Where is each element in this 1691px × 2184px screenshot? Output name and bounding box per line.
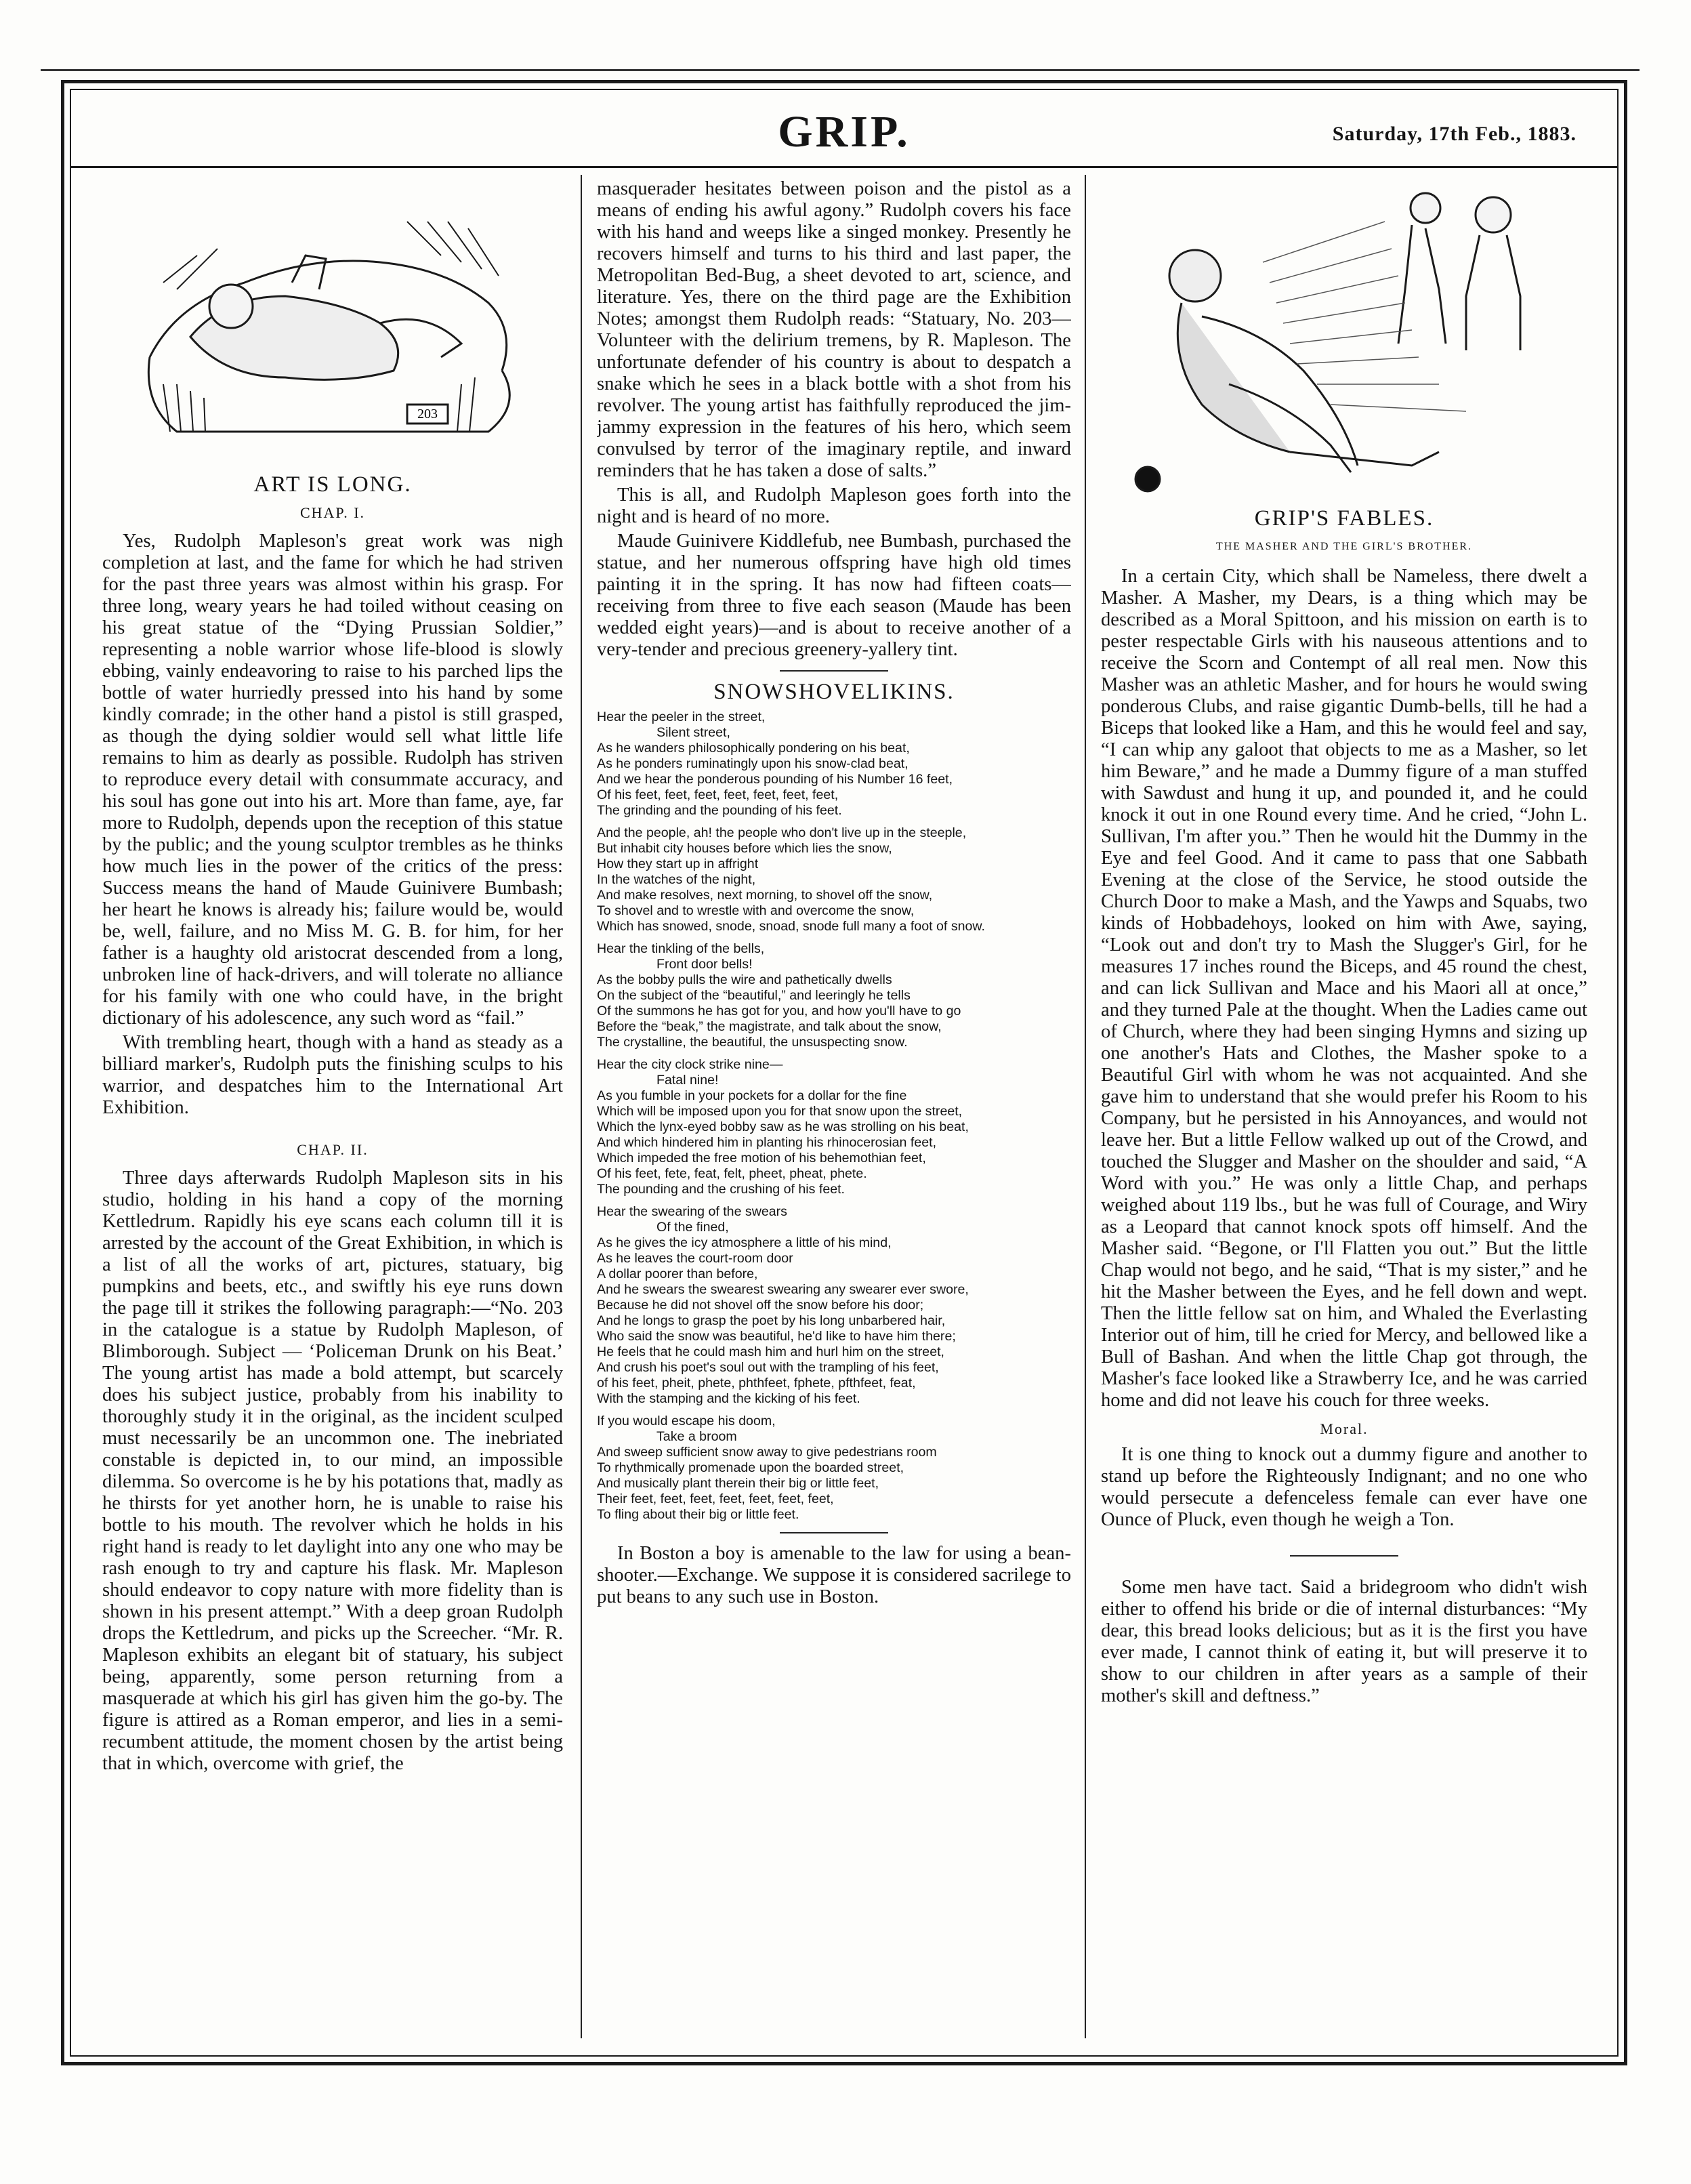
poem-line: On the subject of the “beautiful,” and leeringly he tells (597, 988, 911, 1003)
poem-line: Hear the swearing of the swears (597, 1204, 787, 1219)
moral-heading: Moral. (1320, 1420, 1369, 1437)
poem-stanza (597, 941, 1071, 1050)
poem-line: As he leaves the court-room door (597, 1251, 793, 1266)
poem-stanza (597, 1057, 1071, 1197)
paragraph: This is all, and Rudolph Mapleson goes forth into the night and is heard of no more. (597, 485, 1071, 527)
poem-line: And which hindered him in planting his rhinocerosian feet, (597, 1135, 937, 1150)
poem-line: of his feet, pheit, phete, phthfeet, fphete, pfthfeet, feat, (597, 1376, 916, 1390)
poem-line: As he wanders philosophically pondering on his beat, (597, 741, 910, 756)
poem-line: But inhabit city houses before which lies the snow, (597, 841, 892, 856)
poem-line: Fatal nine! (656, 1073, 719, 1088)
poem-stanza (597, 825, 1071, 934)
poem-line: The crystalline, the beautiful, the unsuspecting snow. (597, 1035, 908, 1050)
article-title: ART IS LONG. (253, 472, 412, 497)
paragraph: masquerader hesitates between poison and the pistol as a means of ending his awful agony.” Rudolph covers his face with his hand and weeps like a singed monkey. Presently he recovers himself and turns to his third and last paper, the Metropolitan Bed-Bug, a sheet devoted to art, science, and literature. Yes, there on the third page are the Exhibition Notes; amongst them Rudolph reads: “Statuary, No. 203—Volunteer with the delirium tremens, by R. Mapleson. The unfortunate defender of his country is about to despatch a snake which he sees in a black bottle with a shot from his revolver. The young artist has faithfully reproduced the jim-jammy expression in the features of his hero, which seem convulsed by terror of the imaginary reptile, and inward reminders that he has taken a dose of salts.” (597, 178, 1071, 481)
poem-line: As you fumble in your pockets for a dollar for the fine (597, 1088, 907, 1103)
poem-stanza (597, 1204, 1071, 1407)
poem-line: How they start up in affright (597, 857, 759, 871)
poem-line: The grinding and the pounding of his feet. (597, 803, 842, 818)
poem-line: In the watches of the night, (597, 872, 756, 887)
paragraph: Maude Guinivere Kiddlefub, nee Bumbash, purchased the statue, and her numerous offspring have high old times painting it in the spring. It has now had fifteen coats—receiving from three to five each season (Maude has been wedded eight years)—and is about to receive another of a very-tender and precious greenery-yallery tint. (597, 531, 1071, 660)
poem-stanza (597, 1414, 1071, 1523)
poem-line: Of the fined, (656, 1220, 729, 1235)
paragraph: It is one thing to knock out a dummy figure and another to stand up before the Righteously Indignant; and no one who would persecute a defenceless female can ever have one Ounce of Pluck, even though he weigh a Ton. (1101, 1444, 1587, 1530)
paragraph: Three days afterwards Rudolph Mapleson sits in his studio, holding in his hand a copy of the morning Kettledrum. Rapidly his eye scans each column till it is arrested by the account of the Great Exhibition, in which is a list of all the works of art, pictures, statuary, big pumpkins and beets, etc., and swiftly his eye runs down the page till it strikes the following paragraph:—“No. 203 in the catalogue is a statue by Rudolph Mapleson, of Blimborough. Subject — ‘Policeman Drunk on his Beat.’ The young artist has made a bold attempt, but scarcely does his subject justice, probably from his inability to thoroughly study it in the original, as the incident sculped must necessarily be an uncommon one. The inebriated constable is depicted in, to our mind, an impossible dilemma. So overcome is he by his potations that, madly as he thirsts for yet another horn, he is unable to raise his bottle to his mouth. The revolver which he holds in his right hand is ready to let daylight into any one who may be rash enough to try and capture his flask. Mr. Mapleson should endeavor to copy nature with more fidelity than is shown in his present attempt.” With a deep groan Rudolph drops the Kettledrum, and picks up the Screecher. “Mr. R. Mapleson exhibits an elegant bit of statuary, his subject being, apparently, some person returning from a masquerade at which his girl has given him the go-by. The figure is attired as a Roman emperor, and lies in a semi-recumbent attitude, the moment chosen by the artist being that in which, overcome with grief, the (102, 1168, 563, 1774)
masthead-title: GRIP. (778, 107, 911, 157)
masher-illustration (1127, 181, 1561, 499)
page-frame-inner (70, 89, 1619, 2057)
poem-line: Because he did not shovel off the snow before his door; (597, 1298, 924, 1313)
poem-line: Who said the snow was beautiful, he'd like to have him there; (597, 1329, 956, 1344)
dateline: Saturday, 17th Feb., 1883. (1332, 123, 1577, 145)
poem-title: SNOWSHOVELIKINS. (713, 680, 955, 704)
poem-line: Which the lynx-eyed bobby saw as he was strolling on his beat, (597, 1119, 969, 1134)
chapter-heading: CHAP. I. (299, 504, 366, 521)
poem-stanza (597, 709, 1071, 819)
column-2 (597, 178, 1071, 2035)
pedestal-number: 203 (417, 407, 438, 421)
column-divider (1085, 175, 1086, 2038)
poem-line: And crush his poet's soul out with the trampling of his feet, (597, 1360, 939, 1375)
poem-line: He feels that he could mash him and hurl him on the street, (597, 1344, 944, 1359)
paragraph: Yes, Rudolph Mapleson's great work was nigh completion at last, and the fame for which he had striven for the past three years was almost within his grasp. For three long, weary years he had toiled without ceasing on his great statue of the “Dying Prussian Soldier,” representing a noble warrior whose life-blood is slowly ebbing, vainly endeavoring to raise to his parched lips the bottle of water hurriedly pressed into his hand by some kindly comrade; in the other hand a pistol is still grasped, as though the dying soldier would sell what little life remains to him as dearly as possible. Rudolph has striven to reproduce every detail with consummate accuracy, and his soul has gone out into his art. More than fame, aye, far more to Rudolph, depends upon the reception of this statue by the public; and the young sculptor trembles as he thinks how much lies in the power of the critics of the press: Success means the hand of Maude Guinivere Bumbash; her heart he knows is already his; failure would be, would be, well, failure, and no Miss M. G. B. for him, for her father is a haughty old aristocrat descended from a long, unbroken line of hack-drivers, and will tolerate no alliance for his family with one who could have, in the bright dictionary of his adolescence, any such word as “fail.” (102, 531, 563, 1029)
poem-line: And he longs to grasp the poet by his long unbarbered hair, (597, 1313, 946, 1328)
paragraph: Some men have tact. Said a bridegroom who didn't wish either to offend his bride or die of internal disturbances: “My dear, this bread looks delicious; but as it is the first you have ever made, I cannot think of eating it, but will preserve it to show to our children in after years as a sample of their mother's skill and deftness.” (1101, 1577, 1587, 1706)
paragraph: In a certain City, which shall be Nameless, there dwelt a Masher. A Masher, my Dears, is a thing which may be described as a Moral Spittoon, and his mission on earth is to pester respectable Girls with his nauseous attentions and to receive the Scorn and Contempt of all real men. Now this Masher was an athletic Masher, and for hours he would swing ponderous Clubs, and raise gigantic Dumb-bells, till he had a Biceps that looked like a Ham, and this he would feel and say, “I can whip any galoot that objects to me as a Masher, so let him Beware,” and he made a Dummy figure of a man stuffed with Sawdust and hung it up, and pounded it, and he could knock it out in one Round every time. And he cried, “John L. Sullivan, I'm after you.” Then he would hit the Dummy in the Eye and feel Good. And it came to pass that one Sabbath Evening at the close of the Service, he stood outside the Church Door to make a Mash, and the Yawps and Squabs, two kinds of Hobbadehoys, looked on him with Awe, saying, “Look out and don't try to Mash the Slugger's Girl, for he measures 17 inches round the Biceps, and 45 round the chest, and can lick Sullivan and Mace and his Maori all at once,” and they turned Pale at the thought. When the Ladies came out of Church, where they had been singing Hymns and sizing up one another's Hats and Clothes, the Masher spoke to a Beautiful Girl with whom he was not acquainted. And she gave him to understand that she would prefer his Room to his Company, but he persisted in his Annoyances, and would not leave her. But a little Fellow walked up out of the Crowd, and touched the Slugger and Masher on the shoulder and said, “A Word with you.” He was only a little Chap, and perhaps weighed about 119 lbs., but he was full of Courage, and Wiry as a Leopard that cannot knock spots off himself. And the Masher said. “Begone, or I'll Flatten you out.” But the little Chap would not bego, and he said, “That is my sister,” and he hit the Masher between the Eyes, and he fell down and wept. Then the little fellow sat on him, and Whaled the Everlasting Interior out of him, till he cried for Mercy, and bellowed like a Bull of Bashan. And when the little Chap got through, the Masher's face looked like a Strawberry Ice, and he was carried home and did not leave his couch for three weeks. (1101, 566, 1587, 1411)
poem-line: Which impeded the free motion of his behemothian feet, (597, 1151, 926, 1166)
poem-line: As he gives the icy atmosphere a little of his mind, (597, 1235, 892, 1250)
section-rule (1290, 1555, 1398, 1557)
paragraph: With trembling heart, though with a hand as steady as a billiard marker's, Rudolph puts the finishing sculps to his warrior, and despatches him to the International Art Exhibition. (102, 1032, 563, 1118)
poem (597, 709, 1071, 1523)
poem-line: Take a broom (656, 1429, 737, 1444)
poem-line: Which has snowed, snode, snoad, snode full many a foot of snow. (597, 919, 985, 934)
top-border-rule (41, 69, 1640, 71)
poem-line: And we hear the ponderous pounding of his Number 16 feet, (597, 772, 953, 787)
poem-line: With the stamping and the kicking of his feet. (597, 1391, 860, 1406)
poem-line: Hear the tinkling of the bells, (597, 941, 765, 956)
poem-line: Before the “beak,” the magistrate, and talk about the snow, (597, 1019, 942, 1034)
poem-line: Of his feet, feet, feet, feet, feet, feet, feet, (597, 787, 839, 802)
fable-title: GRIP'S FABLES. (1254, 506, 1434, 531)
poem-line: If you would escape his doom, (597, 1414, 776, 1428)
poem-line: Their feet, feet, feet, feet, feet, feet, feet, (597, 1491, 834, 1506)
poem-line: Silent street, (656, 725, 730, 740)
poem-line: A dollar poorer than before, (597, 1266, 758, 1281)
poem-line: Of the summons he has got for you, and how you'll have to go (597, 1004, 961, 1018)
column-3 (1101, 178, 1587, 2035)
poem-line: Hear the peeler in the street, (597, 709, 766, 724)
fable-subtitle: THE MASHER AND THE GIRL'S BROTHER. (1215, 541, 1473, 552)
poem-line: And he swears the swearest swearing any swearer ever swore, (597, 1282, 969, 1297)
masthead-bar (71, 90, 1617, 168)
poem-line: To shovel and to wrestle with and overcome the snow, (597, 903, 915, 918)
poem-line: As the bobby pulls the wire and pathetically dwells (597, 972, 892, 987)
section-rule (780, 670, 888, 672)
poem-line: As he ponders ruminatingly upon his snow-clad beat, (597, 756, 909, 771)
poem-line: Front door bells! (656, 957, 753, 972)
poem-line: The pounding and the crushing of his feet. (597, 1182, 846, 1197)
poem-line: To fling about their big or little feet. (597, 1507, 799, 1522)
poem-line: Which will be imposed upon you for that snow upon the street, (597, 1104, 963, 1119)
page-frame (61, 80, 1627, 2065)
poem-line: To rhythmically promenade upon the boarded street, (597, 1460, 904, 1475)
poem-line: And make resolves, next morning, to shovel off the snow, (597, 888, 933, 903)
column-1 (102, 178, 563, 2035)
paragraph: In Boston a boy is amenable to the law for using a bean-shooter.—Exchange. We suppose it is considered sacrilege to put beans to any such use in Boston. (597, 1543, 1071, 1607)
poem-line: Of his feet, fete, feat, felt, pheet, pheat, phete. (597, 1166, 867, 1181)
poem-line: And musically plant therein their big or little feet, (597, 1476, 879, 1491)
column-divider (581, 175, 582, 2038)
poem-line: Hear the city clock strike nine— (597, 1057, 783, 1072)
poem-line: And the people, ah! the people who don't live up in the steeple, (597, 825, 967, 840)
poem-line: And sweep sufficient snow away to give pedestrians room (597, 1445, 937, 1460)
chapter-heading: CHAP. II. (297, 1141, 369, 1158)
section-rule (780, 1532, 888, 1533)
sculpture-illustration (123, 181, 543, 466)
